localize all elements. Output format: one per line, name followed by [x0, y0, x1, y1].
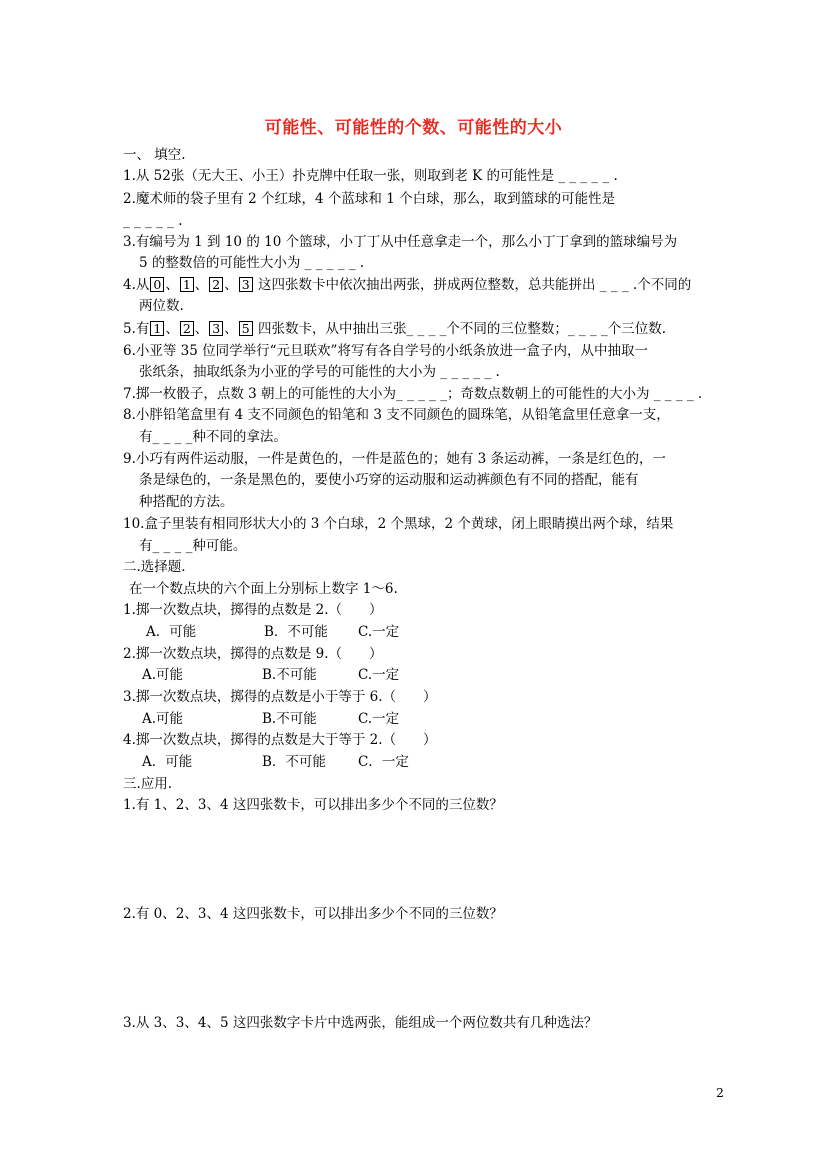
choice-1-option-a: A．可能 — [146, 624, 197, 640]
choice-question-4: 4.掷一次数点块，掷得的点数是大于等于 2.（ ） — [123, 732, 437, 748]
question-1-9-line3: 种搭配的方法。 — [139, 494, 234, 510]
choice-3-option-c: C.一定 — [358, 711, 400, 727]
page-title: 可能性、可能性的个数、可能性的大小 — [264, 118, 563, 138]
question-1-5: 5.有 1 、 2 、 3 、 5 四张数卡，从中抽出三张_ _ _ _个不同的三位整数；_ _ _ _个三位数. — [123, 321, 667, 337]
number-card: 3 — [209, 321, 223, 336]
choice-question-3: 3.掷一次数点块，掷得的点数是小于等于 6.（ ） — [123, 689, 437, 705]
number-card: 1 — [180, 277, 194, 292]
number-card: 2 — [180, 321, 194, 336]
question-1-10-line2: 有_ _ _ _种可能。 — [139, 538, 247, 554]
question-1-8-line2: 有_ _ _ _种不同的拿法。 — [139, 429, 287, 445]
application-question-2: 2.有 0、2、3、4 这四张数卡，可以排出多少个不同的三位数？ — [123, 906, 503, 922]
question-1-9-line2: 条是绿色的，一条是黑色的，要使小巧穿的运动服和运动裤颜色有不同的搭配，能有 — [139, 472, 639, 488]
question-1-8-line1: 8.小胖铅笔盒里有 4 支不同颜色的铅笔和 3 支不同颜色的圆珠笔，从铅笔盒里任意拿一支， — [123, 407, 670, 423]
application-question-3: 3.从 3、3、4、5 这四张数字卡片中选两张，能组成一个两位数共有几种选法？ — [123, 1015, 598, 1031]
question-1-7: 7.掷一枚骰子，点数 3 朝上的可能性的大小为_ _ _ _ _；奇数点数朝上的可能性的大小为 _ _ _ _ . — [123, 386, 703, 402]
section-1-heading: 一、 填空. — [123, 147, 186, 163]
question-1-5-prefix: 5.有 — [123, 321, 150, 337]
choice-2-option-a: A.可能 — [142, 667, 184, 683]
choice-1-option-c: C.一定 — [358, 624, 400, 640]
choice-question-2: 2.掷一次数点块，掷得的点数是 9.（ ） — [123, 646, 383, 662]
question-1-4-line2: 两位数. — [139, 298, 184, 314]
question-1-6-line2: 张纸条，抽取纸条为小亚的学号的可能性的大小为 _ _ _ _ _ . — [139, 364, 500, 380]
choice-4-option-c: C．一定 — [358, 754, 409, 770]
choice-3-option-b: B.不可能 — [262, 711, 317, 727]
choice-4-option-a: A．可能 — [142, 754, 193, 770]
question-1-9-line1: 9.小巧有两件运动服，一件是黄色的，一件是蓝色的；她有 3 条运动裤，一条是红色的，一 — [123, 451, 667, 467]
question-1-4-text: 这四张数卡中依次抽出两张，拼成两位整数，总共能拼出 _ _ _ .个不同的 — [258, 277, 692, 293]
question-1-5-text: 四张数卡，从中抽出三张_ _ _ _个不同的三位整数；_ _ _ _个三位数. — [258, 321, 667, 337]
question-1-6-line1: 6.小亚等 35 位同学举行“元旦联欢”将写有各自学号的小纸条放进一盒子内，从中抽取一 — [123, 343, 648, 359]
question-1-4-prefix: 4.从 — [123, 277, 150, 293]
question-1-1: 1.从 52张（无大王、小王）扑克牌中任取一张，则取到老 K 的可能性是 _ _ _ _ _ . — [123, 168, 618, 184]
choice-3-option-a: A.可能 — [142, 711, 184, 727]
choice-question-1: 1.掷一次数点块，掷得的点数是 2.（ ） — [123, 602, 383, 618]
question-1-3-line2: 5 的整数倍的可能性大小为 _ _ _ _ _ . — [139, 255, 365, 271]
page-number: 2 — [716, 1085, 724, 1100]
section-3-heading: 三.应用. — [123, 776, 173, 792]
question-1-3-line1: 3.有编号为 1 到 10 的 10 个篮球，小丁丁从中任意拿走一个，那么小丁丁拿到的篮球编号为 — [123, 234, 678, 250]
section-2-intro: 在一个数点块的六个面上分别标上数字 1～6. — [129, 581, 398, 597]
choice-1-option-b: B．不可能 — [264, 624, 328, 640]
number-card: 5 — [239, 321, 253, 336]
question-1-10-line1: 10.盒子里装有相同形状大小的 3 个白球，2 个黑球，2 个黄球，闭上眼睛摸出两个球，结果 — [123, 516, 674, 532]
question-1-2-line2: _ _ _ _ _ . — [123, 213, 183, 229]
number-card: 3 — [239, 277, 253, 292]
choice-4-option-b: B．不可能 — [262, 754, 326, 770]
section-2-heading: 二.选择题. — [123, 559, 186, 575]
choice-2-option-b: B.不可能 — [262, 667, 317, 683]
number-card: 1 — [150, 321, 164, 336]
question-1-2-line1: 2.魔术师的袋子里有 2 个红球，4 个蓝球和 1 个白球，那么，取到篮球的可能性是 — [123, 191, 616, 207]
number-card: 2 — [209, 277, 223, 292]
number-card: 0 — [150, 277, 164, 292]
application-question-1: 1.有 1、2、3、4 这四张数卡，可以排出多少个不同的三位数？ — [123, 797, 503, 813]
question-1-4-line1: 4.从 0 、 1 、 2 、 3 这四张数卡中依次抽出两张，拼成两位整数，总共能拼出 _ _ _ .个不同的 — [123, 277, 692, 293]
choice-2-option-c: C.一定 — [358, 667, 400, 683]
